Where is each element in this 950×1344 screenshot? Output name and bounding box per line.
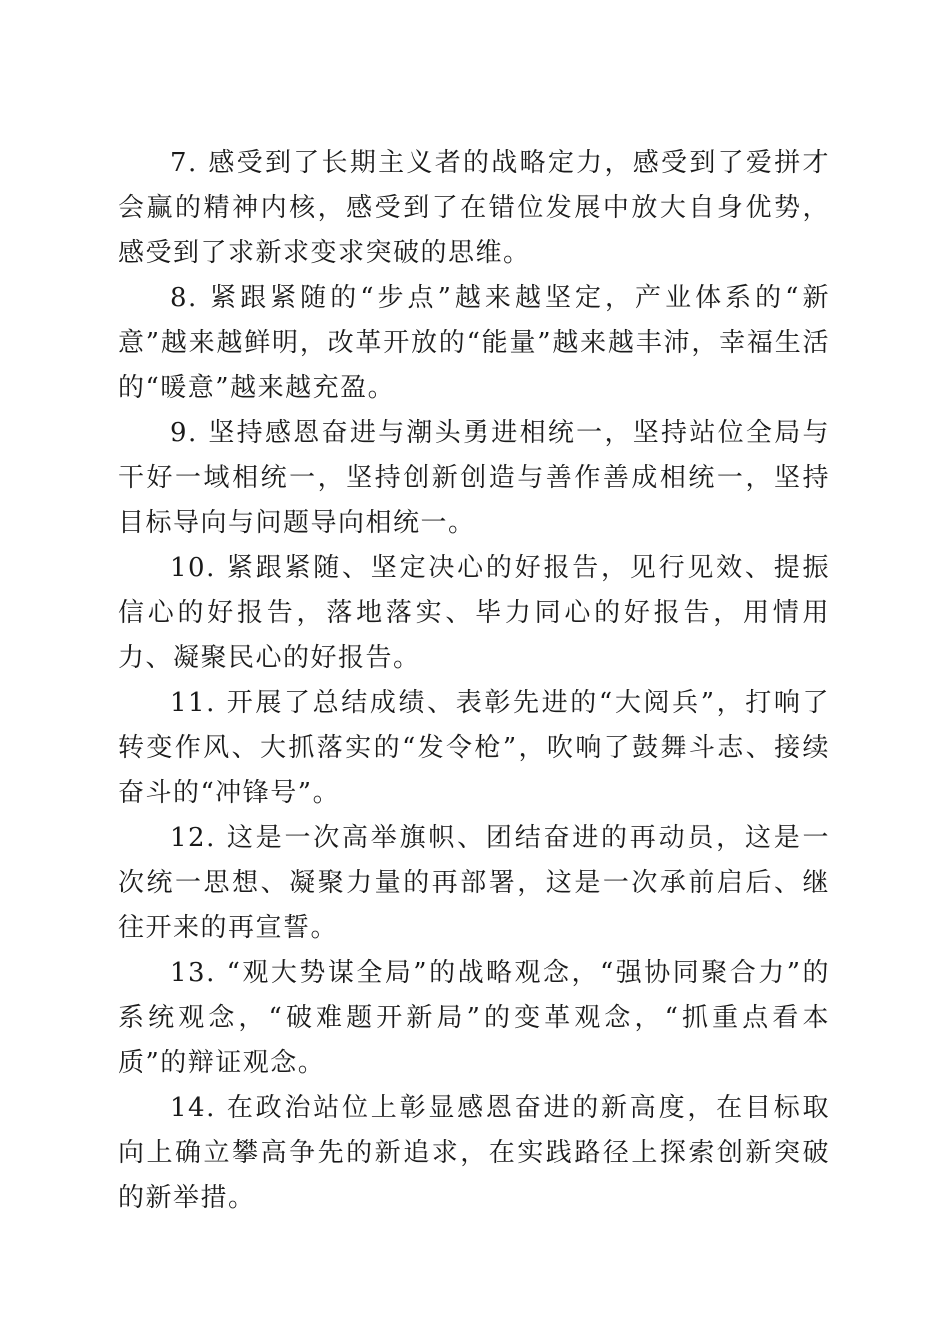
paragraph-8: 8. 紧跟紧随的“步点”越来越坚定，产业体系的“新意”越来越鲜明，改革开放的“能量”越来越丰沛，幸福生活的“暖意”越来越充盈。: [118, 283, 830, 403]
paragraph-13: 13. “观大势谋全局”的战略观念，“强协同聚合力”的系统观念，“破难题开新局”的变革观念，“抓重点看本质”的辩证观念。: [118, 958, 830, 1078]
paragraph-14: 14. 在政治站位上彰显感恩奋进的新高度，在目标取向上确立攀高争先的新追求，在实践路径上探索创新突破的新举措。: [118, 1093, 830, 1213]
paragraph-9: 9. 坚持感恩奋进与潮头勇进相统一，坚持站位全局与干好一域相统一，坚持创新创造与善作善成相统一，坚持目标导向与问题导向相统一。: [118, 418, 830, 538]
paragraph-11: 11. 开展了总结成绩、表彰先进的“大阅兵”，打响了转变作风、大抓落实的“发令枪”，吹响了鼓舞斗志、接续奋斗的“冲锋号”。: [118, 688, 830, 808]
paragraph-7: 7. 感受到了长期主义者的战略定力，感受到了爱拼才会赢的精神内核，感受到了在错位发展中放大自身优势，感受到了求新求变求突破的思维。: [118, 148, 830, 268]
paragraph-10: 10. 紧跟紧随、坚定决心的好报告，见行见效、提振信心的好报告，落地落实、毕力同心的好报告，用情用力、凝聚民心的好报告。: [118, 553, 830, 673]
paragraph-12: 12. 这是一次高举旗帜、团结奋进的再动员，这是一次统一思想、凝聚力量的再部署，这是一次承前启后、继往开来的再宣誓。: [118, 823, 830, 943]
document-body: [118, 141, 830, 1221]
